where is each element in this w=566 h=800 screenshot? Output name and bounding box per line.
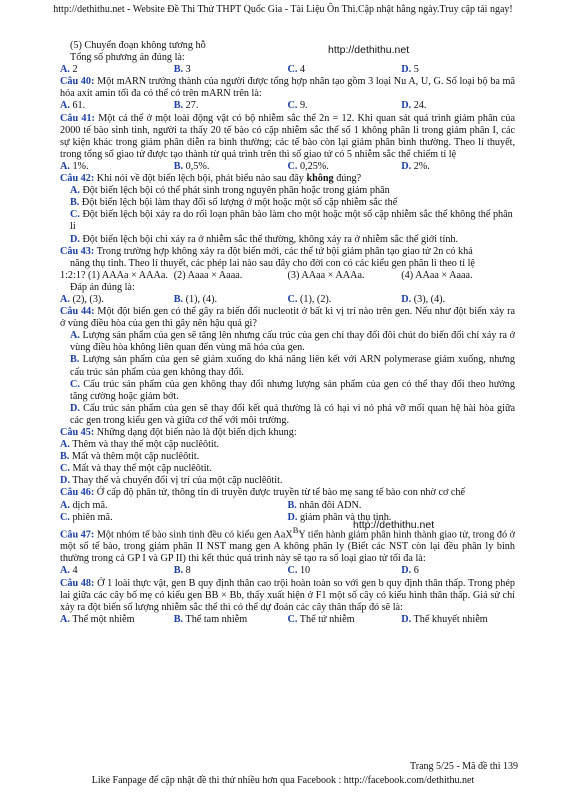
option-b[interactable]: B. 27. [173, 100, 199, 112]
option-b[interactable]: B. Thể tam nhiễm [173, 613, 248, 625]
option-d[interactable]: D. Thay thế và chuyển đổi vị trí của một cặp nuclêôtit. [60, 475, 283, 487]
item-5-text: (5) Chuyển đoạn không tương hỗ [70, 40, 206, 51]
option-b[interactable]: B. 8 [173, 565, 191, 577]
option-a[interactable]: A. 1%. [60, 160, 89, 172]
options-row [60, 294, 515, 306]
option-d[interactable]: D. (3), (4). [401, 293, 446, 305]
option-d[interactable]: D. 2%. [401, 160, 430, 172]
options-row [60, 64, 515, 76]
option-d[interactable]: D. 6 [401, 565, 419, 577]
option-c[interactable]: C. Đột biến lệch bội xảy ra do rối loạn phân bào làm cho một hoặc một số cặp nhiễm sắc thể không thể phân li [70, 209, 513, 233]
option-a[interactable]: A. 61. [60, 100, 86, 112]
question-41: Câu 41: Một cá thể ở một loài động vật có bộ nhiễm sắc thể 2n = 12. Khi quan sát quá trình giảm phân của 2000 tế bào sinh tinh, người ta thấy 20 tế bào có cặp nhiễm sắc thể số 1 không phân li trong giảm phân I, các sự kiện khác trong giảm phân diễn ra bình thường; các tế bào còn lại giảm phân bình thường. Theo lí thuyết, trong tổng số giao tử được tạo thành từ quá trình trên thì số giao tử có 5 nhiễm sắc thể chiếm tỉ lệ [60, 112, 516, 160]
option-b[interactable]: B. (1), (4). [173, 293, 218, 305]
question-43-continued: năng thụ tinh. Theo lí thuyết, các phép lai nào sau đây cho đời con có các kiểu gen phân li theo tỉ lệ [70, 257, 475, 269]
option-c[interactable]: C. 10 [287, 565, 311, 577]
option-d[interactable]: D. 5 [401, 64, 419, 76]
option-c[interactable]: C. 4 [287, 64, 306, 76]
page-header: http://dethithu.net - Website Đề Thi Thử THPT Quốc Gia - Tài Liệu Ôn Thi.Cập nhật hằng ngày.Truy cập tải ngay! [53, 4, 513, 15]
option-b[interactable]: B. Đột biến lệch bội làm thay đổi số lượng ở một hoặc một số cặp nhiễm sắc thể [70, 197, 398, 209]
option-b[interactable]: B. nhân đôi ADN. [287, 499, 362, 511]
options-row [60, 614, 515, 626]
cross-3: (3) AAaa × AAAa. [287, 269, 365, 281]
option-a[interactable]: A. (2), (3). [60, 293, 104, 305]
question-43: Câu 43: Trong trường hợp không xảy ra đột biến mới, các thể tứ bội giảm phân tạo giao tử 2n có khả [60, 245, 473, 257]
options-row [60, 512, 515, 524]
option-a[interactable]: A. dịch mã. [60, 499, 108, 511]
option-d[interactable]: D. 24. [401, 100, 427, 112]
option-c[interactable]: C. Cấu trúc sản phẩm của gen không thay đổi nhưng lượng sản phẩm của gen có thể thay đổi theo hướng tăng cường hoặc giảm bớt. [70, 378, 515, 402]
option-a[interactable]: A. 4 [60, 565, 78, 577]
count-prompt: Tổng số phương án đúng là: [70, 52, 185, 64]
option-a[interactable]: A. Thêm và thay thế một cặp nuclêôtit. [60, 439, 220, 451]
watermark-middle: http://dethithu.net [353, 519, 435, 531]
cross-2: (2) Aaaa × Aaaa. [173, 269, 243, 281]
question-40: Câu 40: Một mARN trưởng thành của người được tổng hợp nhân tạo gồm 3 loại Nu A, U, G. Số loại bộ ba mã hóa axit amin tối đa có thể có trên mARN trên là: [60, 76, 516, 100]
option-c[interactable]: C. 9. [287, 100, 308, 112]
option-c[interactable]: C. phiên mã. [60, 511, 113, 523]
fanpage-footer: Like Fanpage để cập nhật đề thi thử nhiều hơn qua Facebook : http://facebook.com/dethithu.net [91, 775, 475, 786]
option-d[interactable]: D. Thể khuyết nhiễm [401, 613, 488, 625]
option-d[interactable]: D. giảm phân và thụ tinh. [287, 511, 392, 523]
question-46: Câu 46: Ở cấp độ phân tử, thông tin di truyền được truyền từ tế bào mẹ sang tế bào con nhờ cơ chế [60, 487, 466, 499]
option-a[interactable]: A. Thể một nhiễm [60, 613, 135, 625]
option-c[interactable]: C. Thể tứ nhiễm [287, 613, 355, 625]
option-b[interactable]: B. 3 [173, 64, 191, 76]
option-a[interactable]: A. Đột biến lệch bội có thể phát sinh trong nguyên phân hoặc trong giảm phân [70, 185, 390, 197]
watermark-top: http://dethithu.net [328, 44, 410, 56]
question-45: Câu 45: Những dạng đột biến nào là đột biến dịch khung: [60, 427, 297, 438]
question-48: Câu 48: Ở 1 loài thực vật, gen B quy định thân cao trội hoàn toàn so với gen b quy định thân thấp. Trong phép lai giữa các cây bố mẹ có kiểu gen BB × Bb, thấy xuất hiện ở F1 một số cây có kiểu hình thân thấp. Giả sử chỉ xảy ra đột biến số lượng nhiễm sắc thể thì có thể dự đoán các cây thân thấp đó sẽ là: [60, 577, 515, 613]
option-b[interactable]: B. Lượng sản phẩm của gen sẽ giảm xuống do khả năng liên kết với ARN polymerase giảm xuống, nhưng cấu trúc sản phẩm của gen không thay đổi. [70, 354, 516, 378]
question-47: Câu 47: Một nhóm tế bào sinh tinh đều có kiểu gen AaX$^B$Y tiến hành giảm phân hình thành giao tử, trong đó ở một số tế bào, trong giảm phân II NST mang gen A không phân ly (Biết các NST còn lại đều phân ly bình thường trong cả GP I và GP II) thì kết thúc quá trình này sẽ tạo ra số loại giao tử tối đa là: [60, 524, 516, 565]
option-c[interactable]: C. (1), (2). [287, 293, 332, 305]
option-a[interactable]: A. 2 [60, 64, 78, 76]
options-row [60, 565, 515, 577]
option-d[interactable]: D. Đột biến lệch bội chỉ xảy ra ở nhiễm sắc thể thường, không xảy ra ở nhiễm sắc thể giới tính. [70, 233, 459, 245]
option-c[interactable]: C. 0,25%. [287, 160, 329, 172]
option-a[interactable]: A. Lượng sản phẩm của gen sẽ tăng lên nhưng cấu trúc của gen chỉ thay đổi đôi chút do biến đổi chỉ xảy ra ở vùng điều hòa không liên quan đến vùng mã hóa của gen. [70, 330, 515, 354]
option-d[interactable]: D. Cấu trúc sản phẩm của gen sẽ thay đổi kết quả thường là có hại vì nó phá vỡ mối quan hệ hài hòa giữa các gen trong kiểu gen và giữa cơ thể với môi trường. [70, 402, 516, 426]
options-row [60, 100, 515, 112]
crosses-row [60, 270, 515, 282]
options-row [60, 500, 515, 512]
question-44: Câu 44: Một đột biến gen có thể gây ra biến đổi nucleotit ở bất kì vị trí nào trên gen. Nếu như đột biến xảy ra ở vùng điều hòa của gen thì gây nên hậu quả gì? [60, 306, 516, 330]
question-42: Câu 42: Khi nói về đột biến lệch bội, phát biểu nào sau đây không đúng? [60, 173, 362, 185]
exam-content [60, 40, 515, 626]
cross-1: 1:2:1? (1) AAAa × AAAa. [60, 269, 168, 281]
answer-prompt: Đáp án đúng là: [70, 281, 135, 293]
option-c[interactable]: C. Mất và thay thế một cặp nuclêôtit. [60, 463, 212, 475]
cross-4: (4) AAaa × Aaaa. [401, 269, 473, 281]
page-number: Trang 5/25 - Mã đề thi 139 [410, 761, 518, 772]
option-b[interactable]: B. 0,5%. [173, 160, 210, 172]
option-b[interactable]: B. Mất và thêm một cặp nuclêôtit. [60, 451, 200, 463]
options-row [60, 161, 515, 173]
